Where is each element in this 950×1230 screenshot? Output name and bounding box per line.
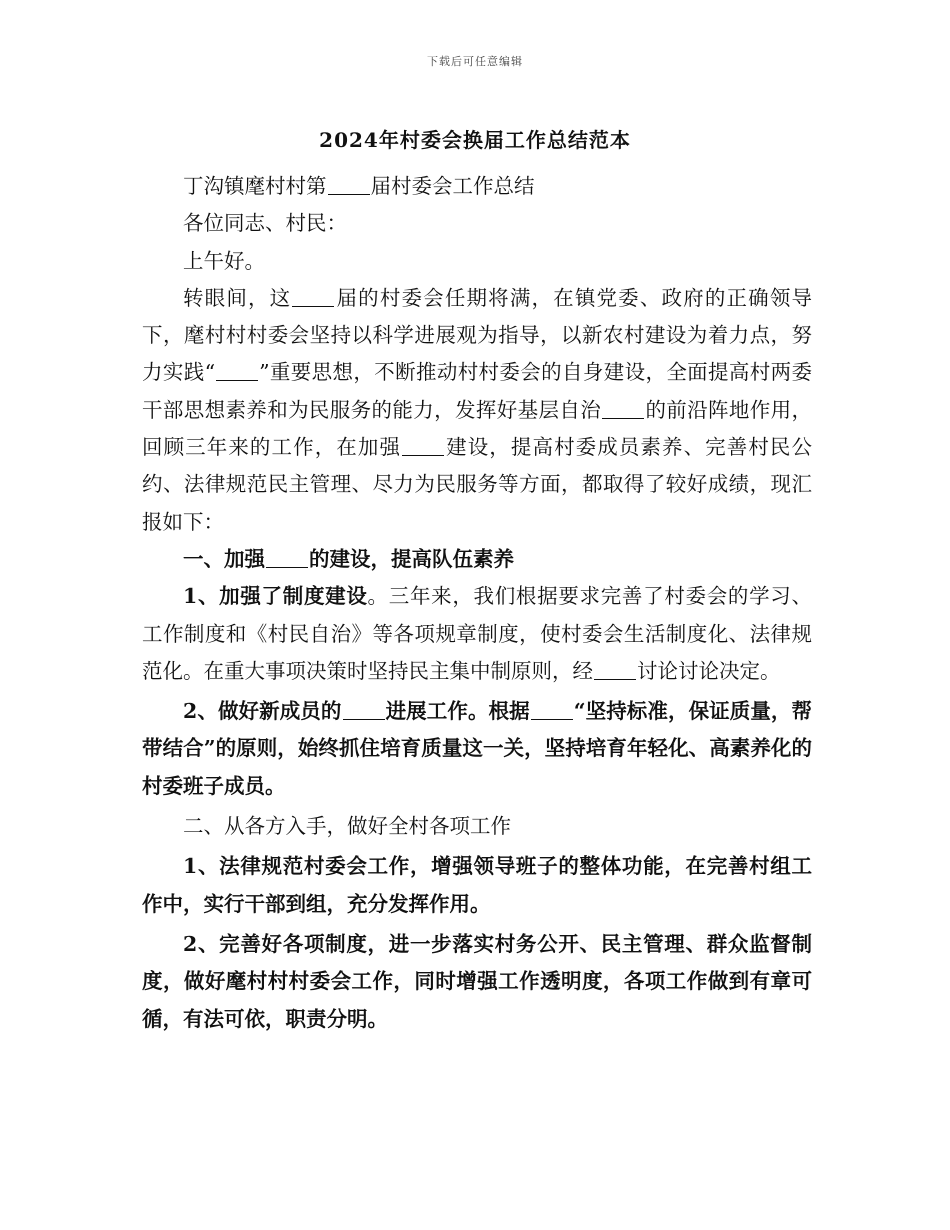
fill-blank: [594, 660, 636, 679]
fill-blank: [602, 399, 644, 418]
paragraph-greeting: 各位同志、村民：: [183, 211, 347, 236]
paragraph-item-2: [142, 693, 812, 805]
paragraph-item-1: [142, 578, 812, 690]
document-body: [142, 168, 812, 1038]
text-run: 。三年来，我们根据要求完善了村委会的学习、工作制度和《村民自治》等各项规章制度，使村委会生活制度化、法律规范化。在重大事项决策时坚持民主集中制原则，经: [142, 584, 813, 683]
text-run: 届的村委会任期将满，在镇党委、政府的正确领导下，麾村村村委会坚持以科学进展观为指导，以新农村建设为着力点，努力实践“: [142, 285, 813, 385]
fill-blank: [266, 549, 308, 568]
text-run: 的前沿阵地作用，回顾三年来的工作，在加强: [142, 397, 813, 460]
text-run: 一、加强: [183, 546, 265, 571]
fill-blank: [402, 437, 444, 456]
fill-blank: [343, 701, 385, 720]
paragraph-salutation: 上午好。: [183, 248, 265, 273]
text-run: ”重要思想，不断推动村村委会的自身建设，全面提高村两委干部思想素养和为民服务的能力，发挥好基层自治: [142, 360, 812, 422]
paragraph-intro: [142, 280, 812, 541]
text-run: 的建设，提高队伍素养: [309, 546, 514, 571]
paragraph-item-3: 1、法律规范村委会工作，增强领导班子的整体功能，在完善村组工作中，实行干部到组，充分发挥作用。: [142, 854, 812, 916]
section-heading-1: [142, 541, 812, 578]
text-run: 讨论讨论决定。: [637, 658, 781, 683]
item-lead: 1、加强了制度建设: [183, 584, 368, 609]
fill-blank: [328, 176, 370, 195]
section-heading-2: 二、从各方入手，做好全村各项工作: [183, 814, 511, 839]
text-run: 进展工作。根据: [385, 699, 530, 724]
document-title: 2024年村委会换届工作总结范本: [319, 128, 631, 152]
text-run: “坚持标准，保证质量，帮带结合”的原则，始终抓住培育质量这一关，坚持培育年轻化、高素养化的村委班子成员。: [142, 699, 813, 798]
paragraph-subtitle: [142, 168, 812, 205]
header-note: 下载后可任意编辑: [427, 55, 523, 68]
fill-blank: [531, 701, 573, 720]
text-run: 建设，提高村委成员素养、完善村民公约、法律规范民主管理、尽力为民服务等方面，都取得了较好成绩，现汇报如下：: [142, 435, 813, 534]
fill-blank: [292, 287, 334, 306]
text-run: 届村委会工作总结: [370, 174, 535, 198]
text-run: 丁沟镇麾村村第: [183, 174, 327, 198]
text-run: 转眼间，这: [183, 285, 292, 310]
paragraph-item-4: 2、完善好各项制度，进一步落实村务公开、民主管理、群众监督制度，做好麾村村村委会工作，同时增强工作透明度，各项工作做到有章可循，有法可依，职责分明。: [142, 931, 812, 1031]
fill-blank: [216, 362, 258, 381]
text-run: 2、做好新成员的: [183, 699, 342, 724]
